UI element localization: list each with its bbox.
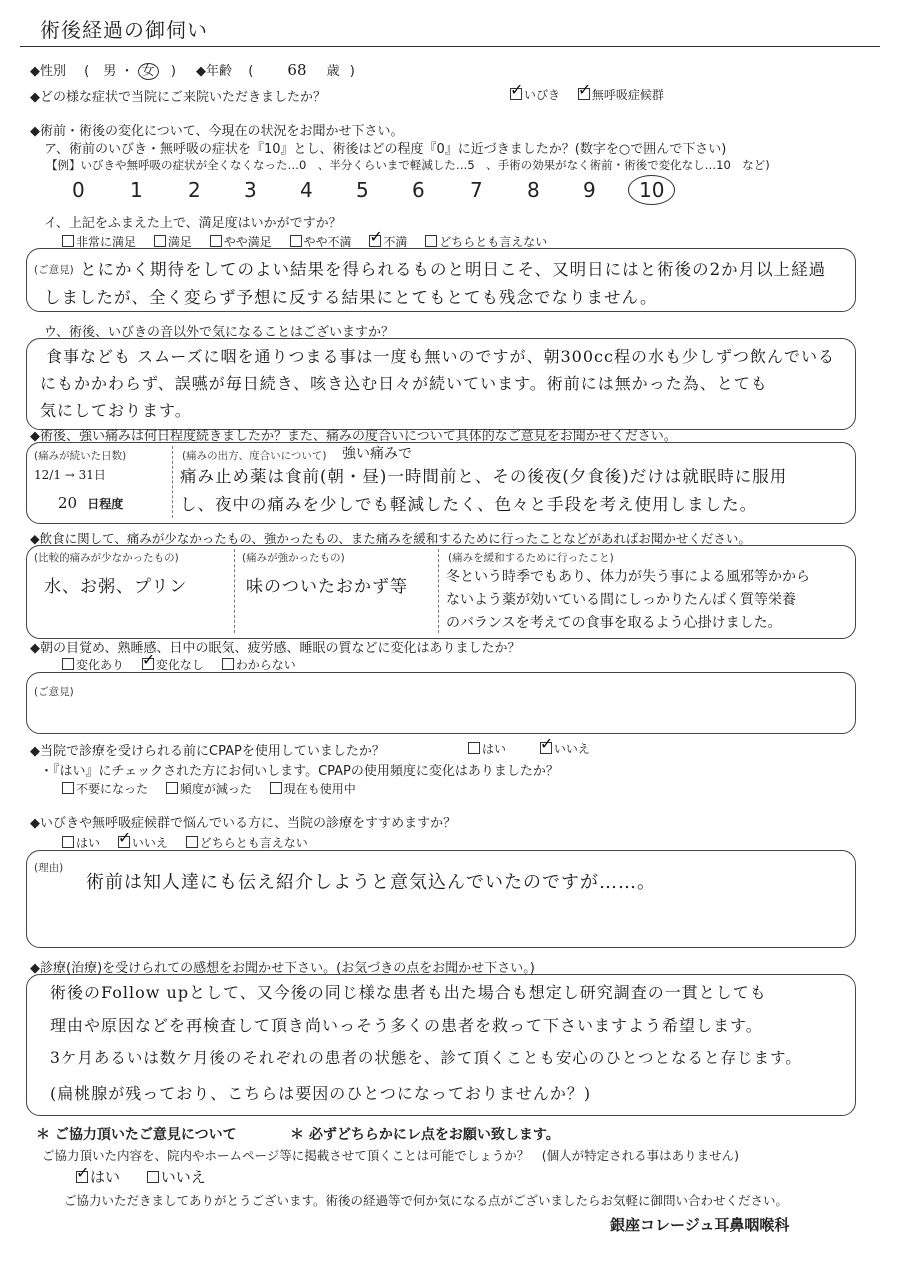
sleep-opinion-box[interactable] [26,672,856,734]
checkbox-icon[interactable] [76,1171,88,1183]
diet-less-label: (比較的痛みが少なかったもの) [34,552,179,564]
pain-days-value[interactable]: 20 [58,494,78,512]
checkbox-icon[interactable] [510,88,522,100]
checkbox-icon[interactable] [147,1171,159,1183]
recommend-options: はい ✓ いいえ どちらとも言えない [62,834,322,851]
satisfaction-opinion-label: (ご意見) [34,264,74,276]
age-label: ◆年齢 [196,64,233,79]
change-a-question: ア、術前のいびき・無呼吸の症状を『10』とし、術後はどの程度『0』に近づきましたか？(数字を○で囲んで下さい) [44,142,727,157]
checkbox-icon[interactable] [186,836,198,848]
pain-detail-line-2: し、夜中の痛みを少しでも軽減したく、色々と手段を考え使用しました。 [180,495,758,514]
diet-strong-label: (痛みが強かったもの) [242,552,345,564]
recommend-reason-label: (理由) [34,862,64,874]
change-question: ◆術前・術後の変化について、今現在の状況をお聞かせ下さい。 [30,124,404,139]
other-question: ウ、術後、いびきの音以外で気になることはございますか？ [44,325,394,340]
pain-detail-label: (痛みの出方、度合いについて) [182,450,327,462]
recommend-reason-box[interactable] [26,850,856,948]
footer-note-2: ＊ 必ずどちらかにレ点をお願い致します。 [290,1127,560,1143]
gender-age-row: ◆性別 ( 男 ・ 女 ) ◆年齢 ( 68 歳 ) [30,61,355,79]
impression-question: ◆診療(治療)を受けられての感想をお聞かせ下さい。(お気づきの点をお聞かせ下さい。) [30,961,535,976]
checkbox-icon[interactable] [210,235,222,247]
impression-line-2: 理由や原因などを再検査して頂き尚いっそう多くの患者を救って下さいますよう希望します。 [50,1016,763,1035]
scale-2[interactable]: 2 [188,178,201,202]
cpap-options: はい ✓ いいえ [468,740,604,757]
diet-strong-value: 味のついたおかず等 [246,577,408,597]
satisfaction-opinion-line-2: しましたが、全く変らず予想に反する結果にとてもとても残念でなりません。 [44,288,658,307]
diet-divider-2 [438,549,439,633]
checkbox-icon[interactable] [468,742,480,754]
pain-days-unit: 日程度 [87,497,124,511]
cpap-sub-question: ・『はい』にチェックされた方にお伺いします。CPAPの使用頻度に変化はありましたか？ [40,764,559,779]
option-ibiki[interactable]: ✓ いびき [510,88,560,102]
diet-relief-line-2: ないよう薬が効いている間にしっかりたんぱく質等栄養 [446,592,796,608]
checkbox-icon[interactable] [578,88,590,100]
symptoms-question: ◆どの様な症状で当院にご来院いただきましたか？ [30,90,326,105]
scale-6[interactable]: 6 [412,178,425,202]
title-underline [20,46,880,47]
clinic-name: 銀座コレージュ耳鼻咽喉科 [610,1216,790,1234]
impression-line-4: (扁桃腺が残っており、こちらは要因のひとつになっておりませんか？) [50,1084,592,1103]
pain-days-row [58,494,123,512]
checkbox-icon[interactable] [270,782,282,794]
checkbox-icon[interactable] [154,235,166,247]
checkbox-icon[interactable] [540,742,552,754]
scale-8[interactable]: 8 [527,178,540,202]
footer-note-1: ＊ ご協力頂いたご意見について [36,1127,237,1143]
checkbox-icon[interactable] [290,235,302,247]
footer-thanks: ご協力いただきましてありがとうございます。術後の経過等で何か気になる点がございましたらお気軽に御問い合わせください。 [64,1193,789,1208]
checkbox-icon[interactable] [166,782,178,794]
other-line-3: 気にしております。 [40,401,192,420]
pain-detail-line-1: 痛み止め薬は食前(朝・昼)一時間前と、その後夜(夕食後)だけは就眠時に服用 [180,467,788,486]
pain-days-note: 12/1 → 31日 [34,468,106,482]
other-line-1: 食事なども スムーズに咽を通りつまる事は一度も無いのですが、朝300cc程の水も少しずつ飲んでいる [46,347,835,366]
impression-line-3: 3ケ月あるいは数ケ月後のそれぞれの患者の状態を、診て頂くことも安心のひとつとなると存じます。 [50,1049,802,1067]
scale-9[interactable]: 9 [583,178,596,202]
scale-0[interactable]: 0 [72,178,85,202]
diet-relief-line-3: のバランスを考えての食事を取るよう心掛けました。 [446,615,782,631]
scale-1[interactable]: 1 [130,178,143,202]
pain-detail-note: 強い痛みで [342,446,412,462]
pain-divider [172,446,173,518]
footer-consent-question: ご協力頂いた内容を、院内やホームページ等に掲載させて頂くことは可能でしょうか？ (個人が特定される事はありません) [42,1148,740,1163]
scale-4[interactable]: 4 [300,178,313,202]
age-unit: 歳 [326,64,340,79]
satisfaction-question: イ、上記をふまえた上で、満足度はいかがですか？ [44,216,342,231]
page-title: 術後経過の御伺い [40,18,208,42]
symptoms-options [510,86,678,103]
recommend-question: ◆いびきや無呼吸症候群で悩んでいる方に、当院の診療をすすめますか？ [30,816,457,831]
change-example: 【例】いびきや無呼吸の症状が全くなくなった…0 、半分くらいまで軽減した…5 、手術の効果がなく術前・術後で変化なし…10 など) [46,158,770,172]
gender-label: ◆性別 [30,64,66,79]
cpap-sub-options: 不要になった 頻度が減った 現在も使用中 [62,780,370,797]
checkbox-icon[interactable] [62,782,74,794]
checkbox-icon[interactable] [118,836,130,848]
sleep-options: 変化あり ✓ 変化なし わからない [62,656,310,673]
recommend-reason-text: 術前は知人達にも伝え紹介しようと意気込んでいたのですが……。 [86,872,656,893]
other-line-2: にもかかわらず、誤嚥が毎日続き、咳き込む日々が続いています。術前には無かった為、とても [40,374,768,393]
diet-relief-line-1: 冬という時季でもあり、体力が失う事による風邪等かから [446,569,810,585]
diet-divider-1 [234,549,235,633]
sleep-opinion-label: (ご意見) [34,686,74,698]
diet-question: ◆飲食に関して、痛みが少なかったもの、強かったもの、また痛みを緩和するために行ったことなどがあればお聞かせください。 [30,531,751,546]
pain-days-label: (痛みが続いた日数) [34,450,127,462]
checkbox-icon[interactable] [222,658,234,670]
checkbox-icon[interactable] [62,235,74,247]
sleep-question: ◆朝の目覚め、熟睡感、日中の眠気、疲労感、睡眠の質などに変化はありましたか？ [30,641,521,656]
satisfaction-opinion-line-1: とにかく期待をしてのよい結果を得られるものと明日こそ、又明日にはと術後の2か月以上経過 [80,260,827,279]
footer-consent-options: ✓はい いいえ [76,1166,220,1187]
diet-relief-label: (痛みを緩和するために行ったこと) [448,552,614,564]
checkbox-icon[interactable] [369,235,381,247]
scale-3[interactable]: 3 [244,178,257,202]
checkbox-icon[interactable] [62,836,74,848]
gender-female[interactable]: 女 [138,63,159,80]
checkbox-icon[interactable] [425,235,437,247]
checkbox-icon[interactable] [62,658,74,670]
checkbox-icon[interactable] [142,658,154,670]
cpap-question: ◆当院で診療を受けられる前にCPAPを使用していましたか？ [30,744,385,759]
pain-question: ◆術後、強い痛みは何日程度続きましたか？また、痛みの度合いについて具体的なご意見をお聞かせください。 [30,429,677,444]
scale-7[interactable]: 7 [470,178,483,202]
option-apnea[interactable]: ✓ 無呼吸症候群 [578,88,664,102]
scale-10-selected[interactable]: 10 [628,175,675,205]
satisfaction-options: 非常に満足 満足 やや満足 やや不満 ✓ 不満 どちらとも言えない [62,233,561,250]
scale-5[interactable]: 5 [356,178,369,202]
impression-line-1: 術後のFollow upとして、又今後の同じ様な患者も出た場合も想定し研究調査の一貫としても [50,983,767,1002]
diet-less-value: 水、お粥、プリン [44,577,188,597]
age-value[interactable]: 68 [287,61,307,79]
gender-male[interactable]: 男 [103,64,117,79]
